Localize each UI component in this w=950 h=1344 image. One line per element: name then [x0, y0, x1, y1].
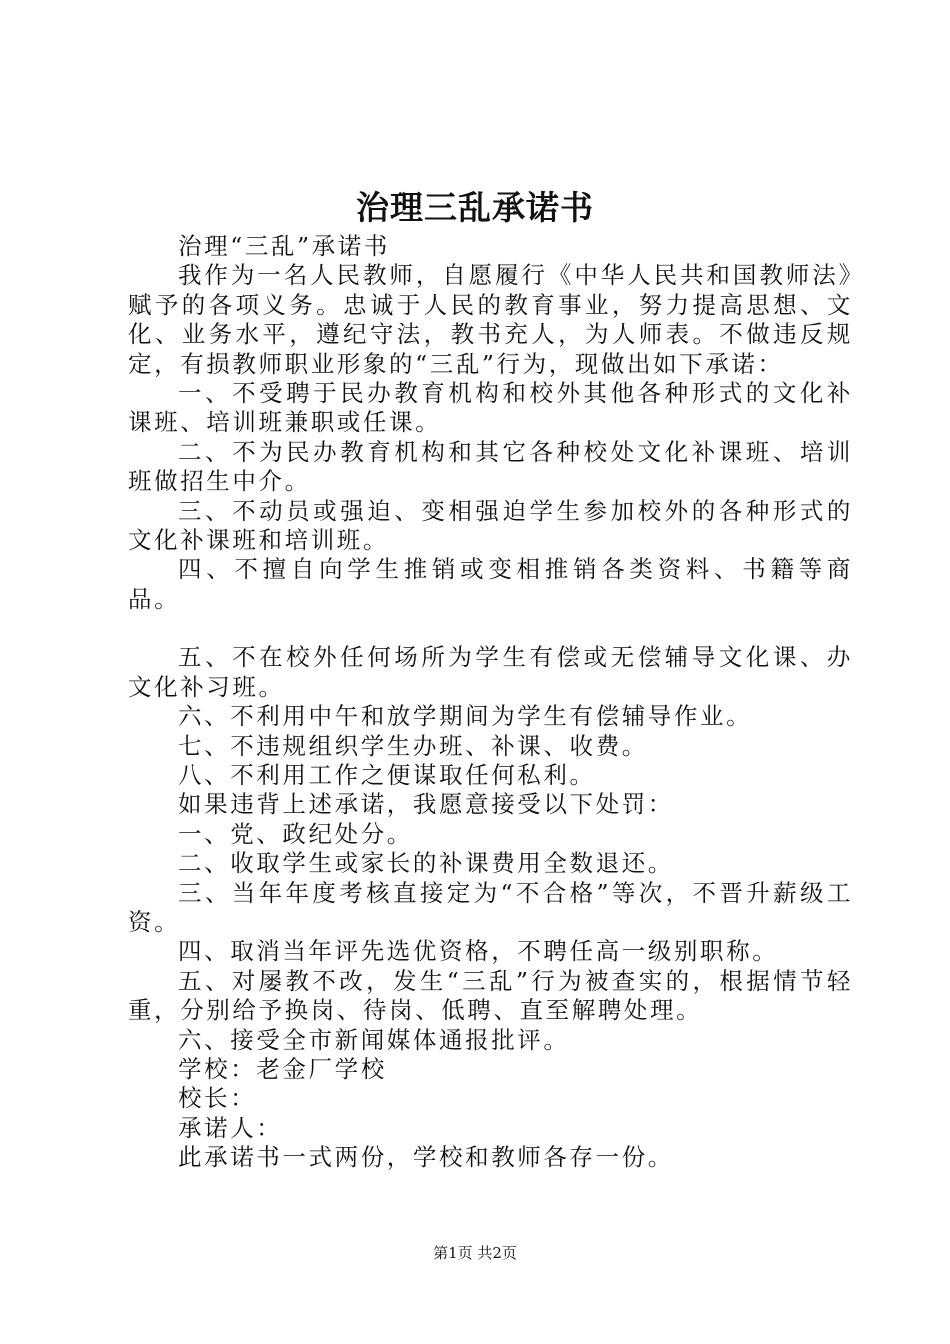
paragraph-penalty-4: 四、取消当年评先选优资格，不聘任高一级别职称。: [178, 937, 779, 966]
paragraph-commitment-4: 四、不擅自向学生推销或变相推销各类资料、书籍等商品。: [128, 555, 853, 613]
page-footer: 第1页 共2页: [433, 1244, 517, 1262]
paragraph-penalty-3: 三、当年年度考核直接定为“不合格”等次，不晋升薪级工资。: [128, 878, 853, 936]
paragraph-commitment-5: 五、不在校外任何场所为学生有偿或无偿辅导文化课、办文化补习班。: [128, 643, 853, 701]
paragraph-subtitle: 治理“三乱”承诺书: [178, 232, 390, 260]
paragraph-commitment-3: 三、不动员或强迫、变相强迫学生参加校外的各种形式的文化补课班和培训班。: [128, 496, 853, 555]
paragraph-penalty-2: 二、收取学生或家长的补课费用全数退还。: [178, 849, 674, 878]
paragraph-commitment-2: 二、不为民办教育机构和其它各种校处文化补课班、培训班做招生中介。: [128, 437, 853, 496]
paragraph-commitment-8: 八、不利用工作之便谋取任何私利。: [178, 760, 596, 789]
paragraph-principal: 校长：: [178, 1084, 257, 1113]
paragraph-penalty-5: 五、对屡教不改，发生“三乱”行为被查实的，根据情节轻重，分别给予换岗、待岗、低聘、直至解聘处理。: [128, 966, 853, 1025]
paragraph-school: 学校：老金厂学校: [178, 1054, 387, 1083]
document-title: 治理三乱承诺书: [356, 188, 594, 227]
paragraph-penalty-6: 六、接受全市新闻媒体通报批评。: [178, 1025, 570, 1054]
paragraph-commitment-1: 一、不受聘于民办教育机构和校外其他各种形式的文化补课班、培训班兼职或任课。: [128, 379, 853, 437]
paragraph-intro: 我作为一名人民教师，自愿履行《中华人民共和国教师法》赋予的各项义务。忠诚于人民的教育事业，努力提高思想、文化、业务水平，遵纪守法，教书充人，为人师表。不做违反规定，有损教师职业形象的“三乱”行为，现做出如下承诺：: [128, 261, 853, 378]
paragraph-promisor: 承诺人：: [178, 1113, 283, 1142]
paragraph-commitment-7: 七、不违规组织学生办班、补课、收费。: [178, 731, 648, 760]
paragraph-copies-note: 此承诺书一式两份，学校和教师各存一份。: [178, 1143, 674, 1172]
paragraph-penalty-1: 一、党、政纪处分。: [178, 819, 413, 848]
paragraph-penalty-intro: 如果违背上述承诺，我愿意接受以下处罚：: [178, 790, 674, 819]
paragraph-commitment-6: 六、不利用中午和放学期间为学生有偿辅导作业。: [178, 702, 753, 731]
document-body: [128, 232, 853, 1173]
